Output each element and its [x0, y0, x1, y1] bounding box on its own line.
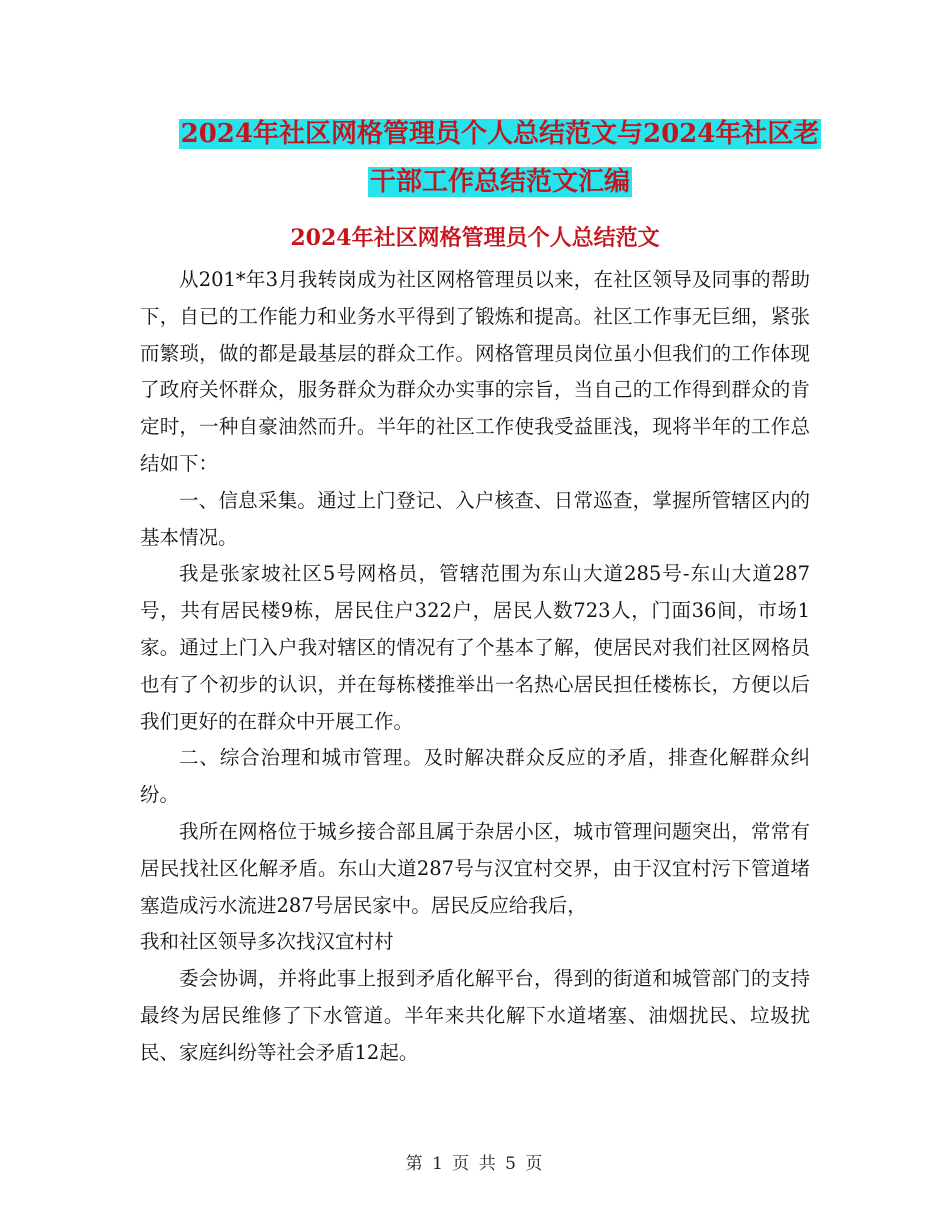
- paragraph-conflict-resolution: 委会协调，并将此事上报到矛盾化解平台，得到的街道和城管部门的支持最终为居民维修了下水管道。半年来共化解下水道堵塞、油烟扰民、垃圾扰民、家庭纠纷等社会矛盾12起。: [140, 967, 810, 1064]
- document-body: [140, 262, 810, 1072]
- document-title-line-2: 干部工作总结范文汇编: [369, 167, 630, 197]
- paragraph-heading-info-collection: 一、信息采集。通过上门登记、入户核查、日常巡查，掌握所管辖区内的基本情况。: [140, 488, 810, 549]
- paragraph-grid-scope: 我是张家坡社区5号网格员，管辖范围为东山大道285号-东山大道287号，共有居民楼9栋，居民住户322户，居民人数723人，门面36间，市场1家。通过上门入户我对辖区的情况有了个基本了解，使居民对我们社区网格员也有了个初步的认识，并在每栋楼推举出一名热心居民担任楼栋长，方便以后我们更好的在群众中开展工作。: [140, 562, 810, 733]
- paragraph-intro: 从201*年3月我转岗成为社区网格管理员以来，在社区领导及同事的帮助下，自已的工作能力和业务水平得到了锻炼和提高。社区工作事无巨细，紧张而繁琐，做的都是最基层的群众工作。网格管理员岗位虽小但我们的工作体现了政府关怀群众，服务群众为群众办实事的宗旨，当自己的工作得到群众的肯定时，一种自豪油然而升。半年的社区工作使我受益匪浅，现将半年的工作总结如下：: [140, 268, 810, 475]
- document-title-line-1: 2024年社区网格管理员个人总结范文与2024年社区老: [180, 119, 820, 149]
- paragraph-conflict-case-continued: 我和社区领导多次找汉宜村村: [140, 930, 394, 954]
- section-title: 2024年社区网格管理员个人总结范文: [290, 225, 660, 251]
- page-indicator: 第 1 页 共 5 页: [405, 1154, 545, 1174]
- paragraph-heading-governance: 二、综合治理和城市管理。及时解决群众反应的矛盾，排查化解群众纠纷。: [140, 746, 810, 807]
- paragraph-conflict-case: 我所在网格位于城乡接合部且属于杂居小区，城市管理问题突出，常常有居民找社区化解矛盾。东山大道287号与汉宜村交界，由于汉宜村污下管道堵塞造成污水流进287号居民家中。居民反应给我后，: [140, 819, 810, 917]
- document-title: [160, 110, 840, 206]
